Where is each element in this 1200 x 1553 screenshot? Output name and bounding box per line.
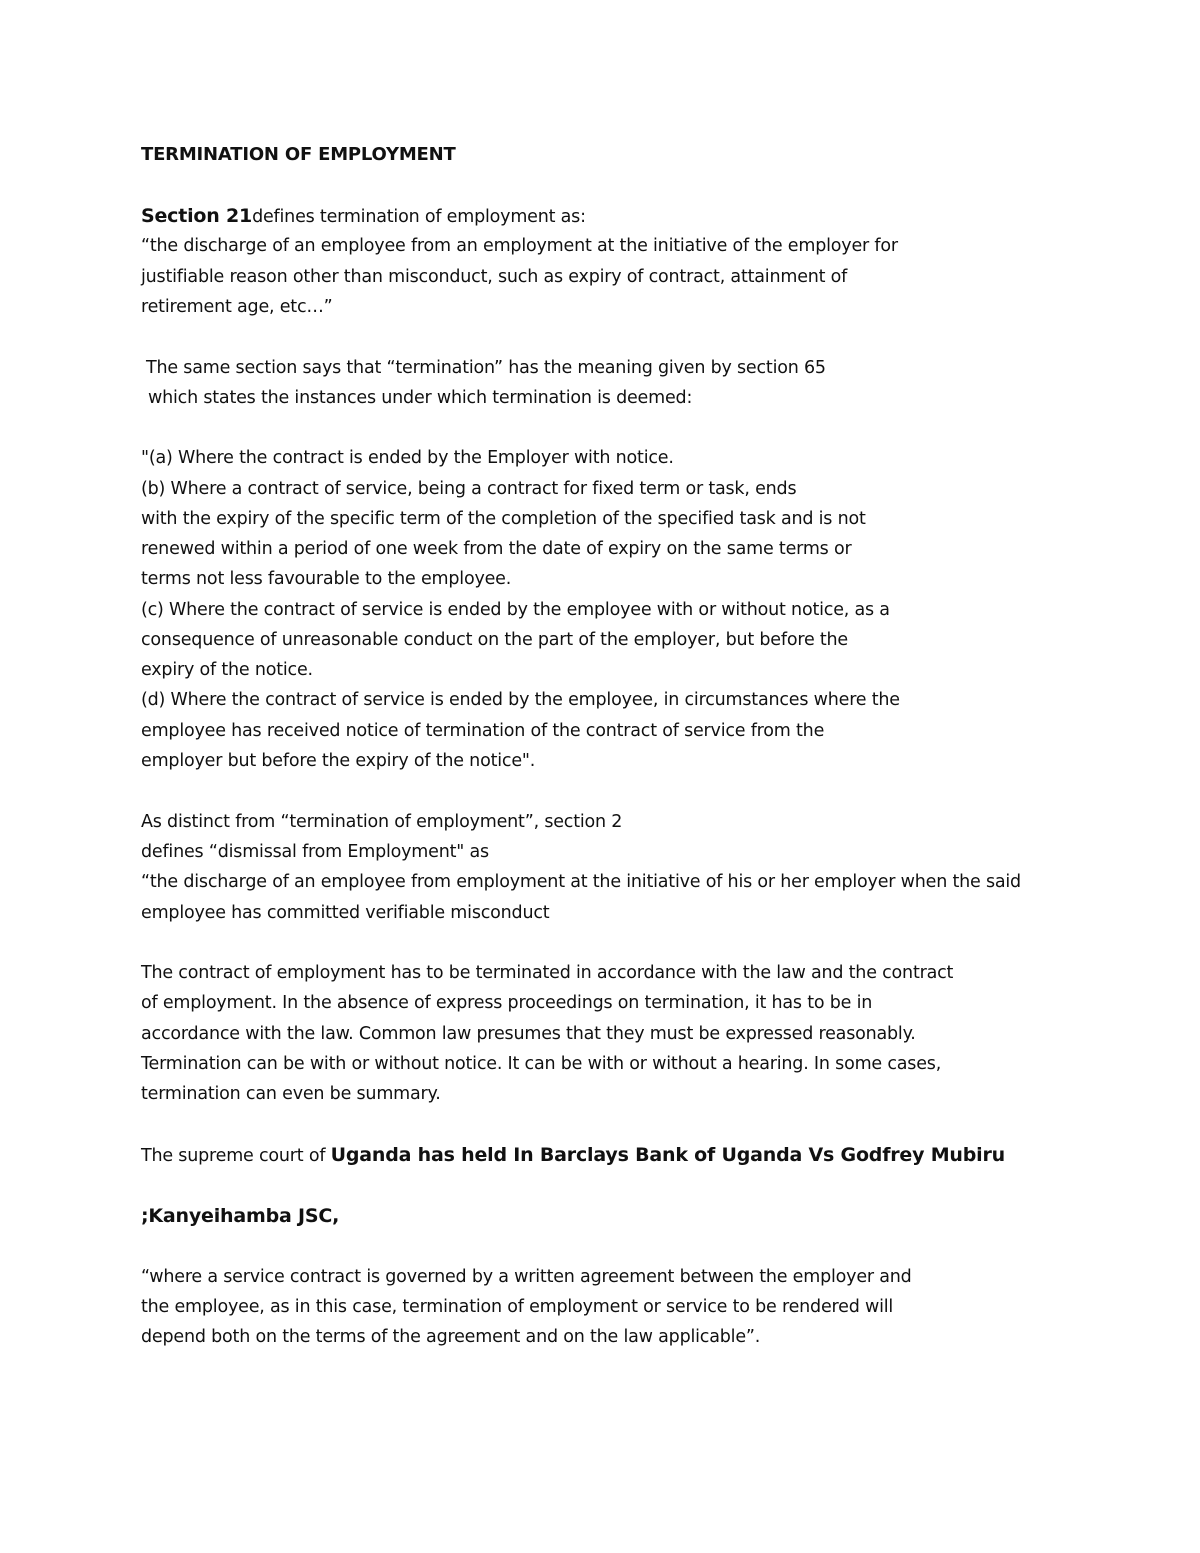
instance-line: terms not less favourable to the employee. xyxy=(141,569,512,589)
final-quote-line: depend both on the terms of the agreement and on the law applicable”. xyxy=(141,1327,761,1347)
definition-quote-line: justifiable reason other than misconduct, such as expiry of contract, attainment of xyxy=(141,267,848,287)
instance-line: (d) Where the contract of service is ended by the employee, in circumstances where the xyxy=(141,690,900,710)
distinct-line: As distinct from “termination of employment”, section 2 xyxy=(141,812,623,832)
instance-line: consequence of unreasonable conduct on the part of the employer, but before the xyxy=(141,630,848,650)
distinct-line: defines “dismissal from Employment" as xyxy=(141,842,489,862)
case-citation: Uganda has held In Barclays Bank of Uganda Vs Godfrey Mubiru xyxy=(330,1144,1005,1166)
definition-quote-line: “the discharge of an employee from an employment at the initiative of the employer for xyxy=(141,236,898,256)
same-section-line: The same section says that “termination” has the meaning given by section 65 xyxy=(146,358,826,378)
section-21-text: defines termination of employment as: xyxy=(252,207,586,227)
supreme-court-text: The supreme court of xyxy=(141,1146,331,1166)
final-quote-line: “where a service contract is governed by a written agreement between the employer and xyxy=(141,1267,912,1287)
same-section-line: which states the instances under which termination is deemed: xyxy=(148,388,693,408)
final-quote-line: the employee, as in this case, termination of employment or service to be rendered will xyxy=(141,1297,894,1317)
section-21-label: Section 21 xyxy=(141,205,253,227)
distinct-line: “the discharge of an employee from employment at the initiative of his or her employer when the said xyxy=(141,872,1021,892)
contract-line: Termination can be with or without notice. It can be with or without a hearing. In some cases, xyxy=(141,1054,942,1074)
contract-line: The contract of employment has to be terminated in accordance with the law and the contract xyxy=(141,963,954,983)
instance-line: employee has received notice of termination of the contract of service from the xyxy=(141,721,825,741)
instance-line: employer but before the expiry of the notice". xyxy=(141,751,536,771)
instance-line: with the expiry of the specific term of the completion of the specified task and is not xyxy=(141,509,866,529)
instance-line: (c) Where the contract of service is ended by the employee with or without notice, as a xyxy=(141,600,890,620)
contract-line: of employment. In the absence of express proceedings on termination, it has to be in xyxy=(141,993,873,1013)
instance-line: expiry of the notice. xyxy=(141,660,313,680)
definition-quote-line: retirement age, etc…” xyxy=(141,297,333,317)
instance-line: (b) Where a contract of service, being a contract for fixed term or task, ends xyxy=(141,479,797,499)
section-21-intro xyxy=(141,204,586,229)
contract-line: termination can even be summary. xyxy=(141,1084,441,1104)
contract-line: accordance with the law. Common law presumes that they must be expressed reasonably. xyxy=(141,1024,916,1044)
document-title: TERMINATION OF EMPLOYMENT xyxy=(141,144,456,165)
instance-line: "(a) Where the contract is ended by the Employer with notice. xyxy=(141,448,674,468)
instance-line: renewed within a period of one week from the date of expiry on the same terms or xyxy=(141,539,852,559)
distinct-line: employee has committed verifiable misconduct xyxy=(141,903,550,923)
supreme-court-line xyxy=(141,1143,1005,1168)
judge-name: ;Kanyeihamba JSC, xyxy=(141,1205,340,1227)
